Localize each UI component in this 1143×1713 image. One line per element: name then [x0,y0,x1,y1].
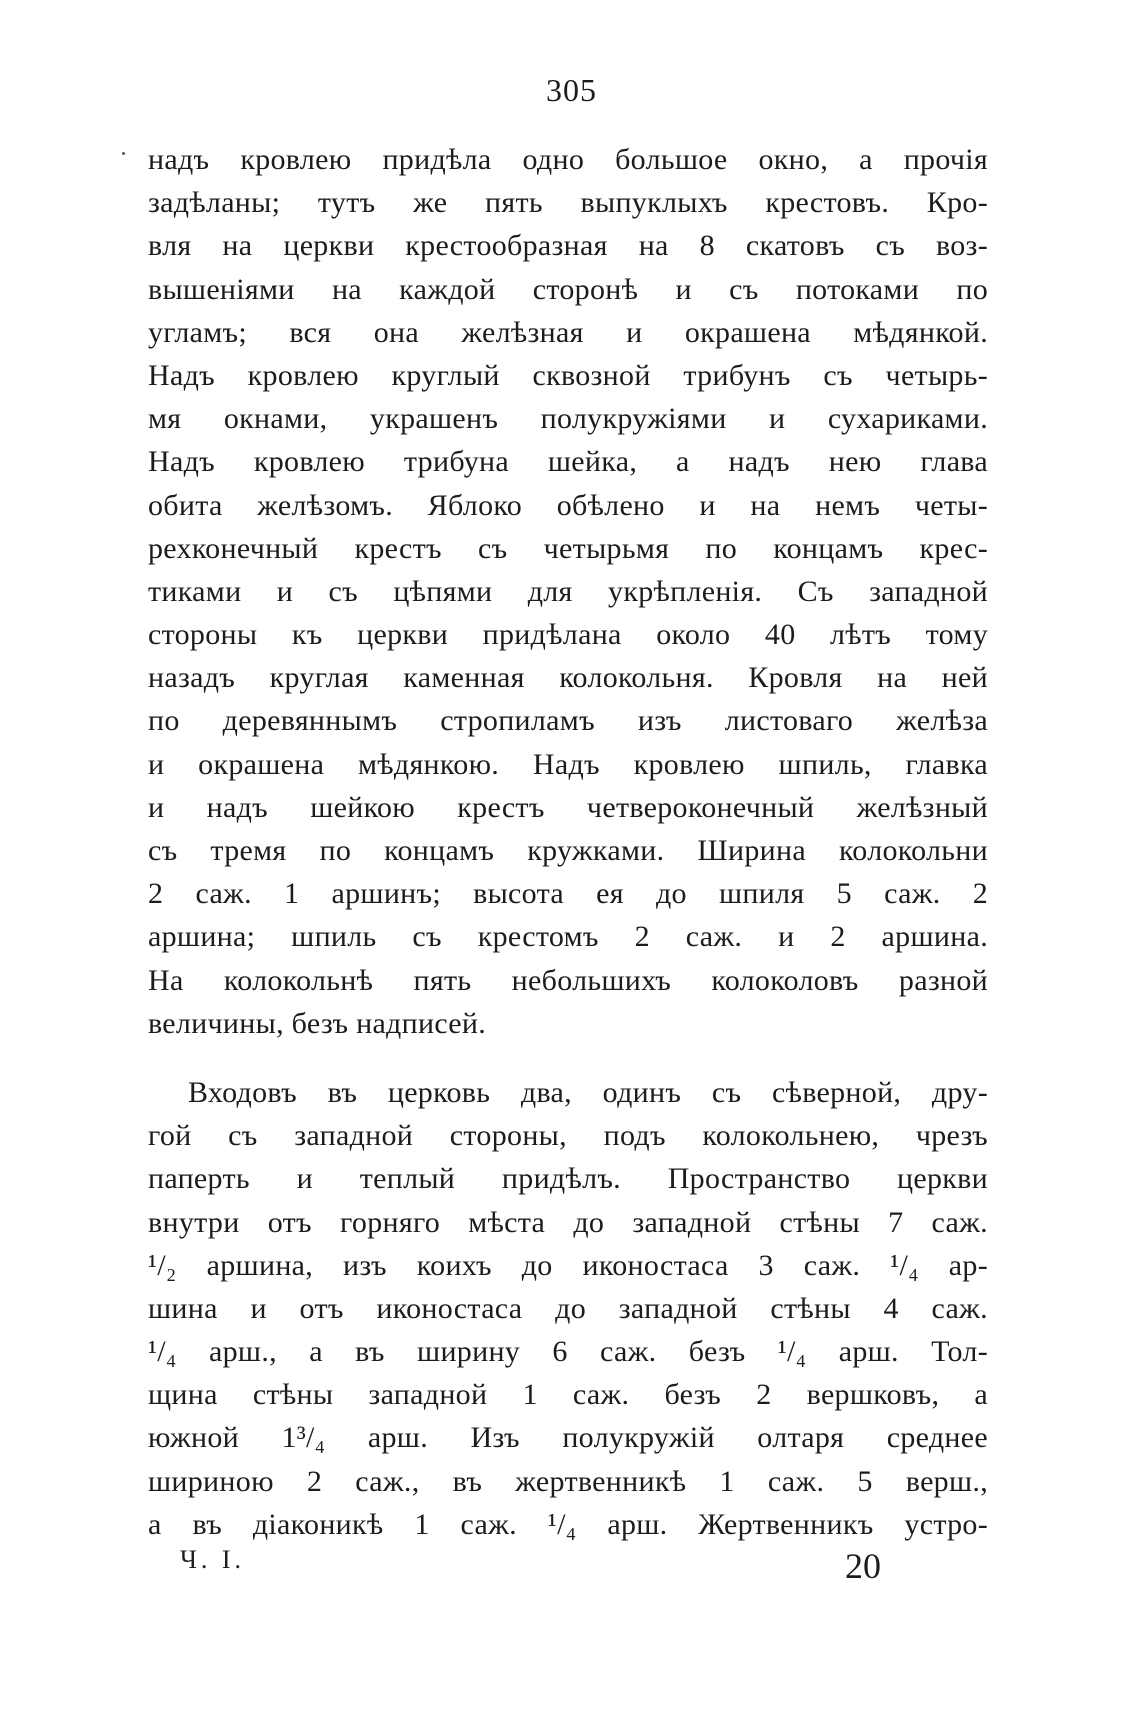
text-line: съ тремя по концамъ кружками. Ширина колокольни [148,834,988,867]
text-line: задѣланы; тутъ же пять выпуклыхъ крестовъ. Кро- [148,186,988,220]
text-line: 2 саж. 1 аршинъ; высота ея до шпиля 5 саж. 2 [148,877,988,911]
text-line: надъ кровлею придѣла одно большое окно, а прочія [148,143,988,176]
text-line: величины, безъ надписей. [148,1006,487,1040]
text-line: щина стѣны западной 1 саж. безъ 2 вершковъ, а [148,1378,988,1412]
text-line: шина и отъ иконостаса до западной стѣны 4 саж. [148,1291,988,1325]
text-line: тиками и съ цѣпями для укрѣпленія. Съ западной [148,574,988,608]
text-line: На колокольнѣ пять небольшихъ колоколовъ разной [148,963,988,997]
text-line: южной 1³/₄ арш. Изъ полукружій олтаря среднее [148,1421,988,1455]
text-line: вышеніями на каждой сторонѣ и съ потоками по [148,272,988,306]
text-line: аршина; шпиль съ крестомъ 2 саж. и 2 аршина. [148,920,988,954]
text-line: Надъ кровлею трибуна шейка, а надъ нею глава [148,445,988,479]
text-line: угламъ; вся она желѣзная и окрашена мѣдянкой. [148,315,988,349]
text-line: ¹/₄ арш., а въ ширину 6 саж. безъ ¹/₄ арш. Тол- [148,1335,988,1369]
ink-speck [122,152,125,155]
text-line: и окрашена мѣдянкою. Надъ кровлею шпиль, главка [148,747,988,781]
text-line: внутри отъ горняго мѣста до западной стѣны 7 саж. [148,1205,988,1239]
text-line: шириною 2 саж., въ жертвенникѣ 1 саж. 5 верш., [148,1464,988,1498]
body-text [148,138,988,1546]
text-line: паперть и теплый придѣлъ. Пространство церкви [148,1162,988,1196]
text-line: а въ діаконикѣ 1 саж. ¹/₄ арш. Жертвенникъ устро- [148,1507,988,1541]
text-line: мя окнами, украшенъ полукружіями и сухариками. [148,402,988,436]
text-line: рехконечный крестъ съ четырьмя по концамъ крес- [148,531,988,565]
text-line: и надъ шейкою крестъ четвероконечный желѣзный [148,790,988,824]
signature-mark: Ч. I. [180,1545,246,1574]
text-line: Надъ кровлею круглый сквозной трибунъ съ четырь- [148,358,988,392]
text-line: вля на церкви крестообразная на 8 скатовъ съ воз- [148,229,988,263]
page-footer [180,1545,880,1589]
paragraph [148,138,988,1045]
paragraph-gap [148,1045,988,1071]
paragraph [148,1071,988,1546]
sheet-number: 20 [845,1546,881,1586]
page-number: 305 [546,72,597,108]
text-line: Входовъ въ церковь два, одинъ съ сѣверной, дру- [188,1075,988,1109]
text-line: гой съ западной стороны, подъ колокольнею, чрезъ [148,1119,988,1153]
text-line: ¹/₂ аршина, изъ коихъ до иконостаса 3 саж. ¹/₄ ар- [148,1248,988,1282]
text-line: обита желѣзомъ. Яблоко обѣлено и на немъ четы- [148,488,988,522]
text-line: стороны къ церкви придѣлана около 40 лѣтъ тому [148,618,988,652]
text-line: по деревяннымъ стропиламъ изъ листоваго желѣза [148,704,988,738]
text-line: назадъ круглая каменная колокольня. Кровля на ней [148,661,988,695]
